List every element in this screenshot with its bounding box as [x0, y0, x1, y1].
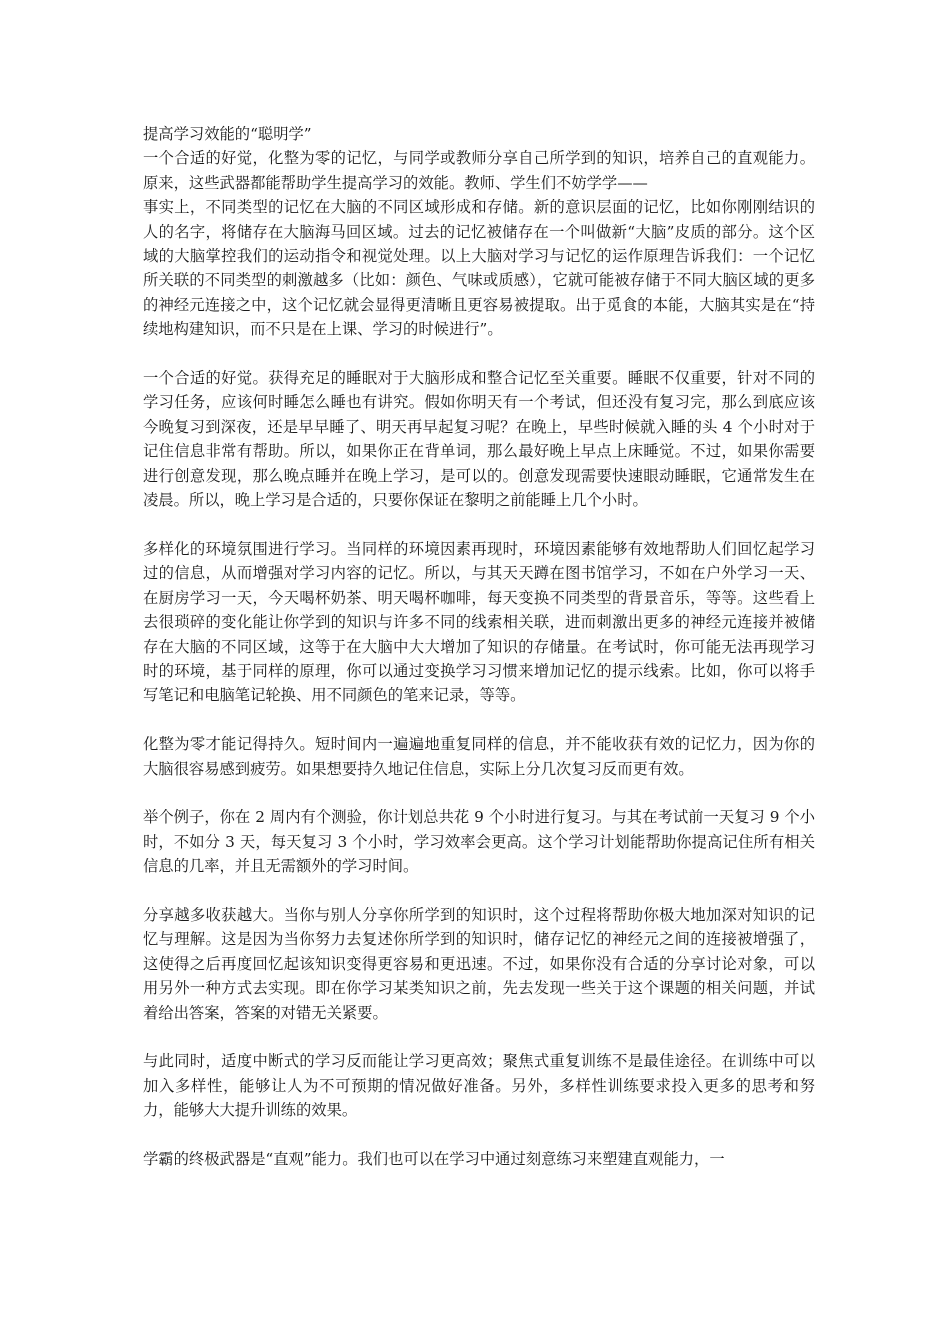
paragraph-environment: 多样化的环境氛围进行学习。当同样的环境因素再现时，环境因素能够有效地帮助人们回忆起学习过的信息，从而增强对学习内容的记忆。所以，与其天天蹲在图书馆学习，不如在户外学习一天、在厨房学习一天，今天喝杯奶茶、明天喝杯咖啡，每天变换不同类型的背景音乐，等等。这些看上去很琐碎的变化能让你学到的知识与许多不同的线索相关联，进而刺激出更多的神经元连接并被储存在大脑的不同区域，这等于在大脑中大大增加了知识的存储量。在考试时，你可能无法再现学习时的环境，基于同样的原理，你可以通过变换学习习惯来增加记忆的提示线索。比如，你可以将手写笔记和电脑笔记轮换、用不同颜色的笔来记录，等等。 — [143, 539, 815, 705]
document-title: 提高学习效能的“聪明学” — [143, 125, 312, 143]
paragraph-example: 举个例子，你在 2 周内有个测验，你计划总共花 9 个小时进行复习。与其在考试前一天复习 9 个小时，不如分 3 天，每天复习 3 个小时，学习效率会更高。这个学习计划能帮助你提高记住所有相关信息的几率，并且无需额外的学习时间。 — [143, 808, 815, 876]
paragraph-sleep: 一个合适的好觉。获得充足的睡眠对于大脑形成和整合记忆至关重要。睡眠不仅重要，针对不同的学习任务，应该何时睡怎么睡也有讲究。假如你明天有一个考试，但还没有复习完，那么到底应该今晚复习到深夜，还是早早睡了、明天再早起复习呢？在晚上，早些时候就入睡的头 4 个小时对于记住信息非常有帮助。所以，如果你正在背单词，那么最好晚上早点上床睡觉。不过，如果你需要进行创意发现，那么晚点睡并在晚上学习，是可以的。创意发现需要快速眼动睡眠，它通常发生在凌晨。所以，晚上学习是合适的，只要你保证在黎明之前能睡上几个小时。 — [143, 369, 815, 510]
document-page — [143, 122, 815, 1171]
intro-paragraph: 一个合适的好觉，化整为零的记忆，与同学或教师分享自己所学到的知识，培养自己的直观能力。原来，这些武器都能帮助学生提高学习的效能。教师、学生们不妨学学—— — [143, 149, 815, 192]
paragraph-interleaving: 与此同时，适度中断式的学习反而能让学习更高效；聚焦式重复训练不是最佳途径。在训练中可以加入多样性，能够让人为不可预期的情况做好准备。另外，多样性训练要求投入更多的思考和努力，能够大大提升训练的效果。 — [143, 1052, 815, 1120]
paragraph-intuition: 学霸的终极武器是“直观”能力。我们也可以在学习中通过刻意练习来塑建直观能力，一 — [143, 1149, 725, 1168]
paragraph-memory-regions: 事实上，不同类型的记忆在大脑的不同区域形成和存储。新的意识层面的记忆，比如你刚刚结识的人的名字，将储存在大脑海马回区域。过去的记忆被储存在一个叫做新“大脑”皮质的部分。这个区域的大脑掌控我们的运动指令和视觉处理。以上大脑对学习与记忆的运作原理告诉我们：一个记忆所关联的不同类型的刺激越多（比如：颜色、气味或质感），它就可能被存储于不同大脑区域的更多的神经元连接之中，这个记忆就会显得更清晰且更容易被提取。出于觅食的本能，大脑其实是在“持续地构建知识，而不只是在上课、学习的时候进行”。 — [143, 198, 815, 339]
paragraph-spaced-repetition: 化整为零才能记得持久。短时间内一遍遍地重复同样的信息，并不能收获有效的记忆力，因为你的大脑很容易感到疲劳。如果想要持久地记住信息，实际上分几次复习反而更有效。 — [143, 735, 815, 778]
paragraph-sharing: 分享越多收获越大。当你与别人分享你所学到的知识时，这个过程将帮助你极大地加深对知识的记忆与理解。这是因为当你努力去复述你所学到的知识时，储存记忆的神经元之间的连接被增强了，这使得之后再度回忆起该知识变得更容易和更迅速。不过，如果你没有合适的分享讨论对象，可以用另外一种方式去实现。即在你学习某类知识之前，先去发现一些关于这个课题的相关问题，并试着给出答案，答案的对错无关紧要。 — [143, 905, 815, 1022]
